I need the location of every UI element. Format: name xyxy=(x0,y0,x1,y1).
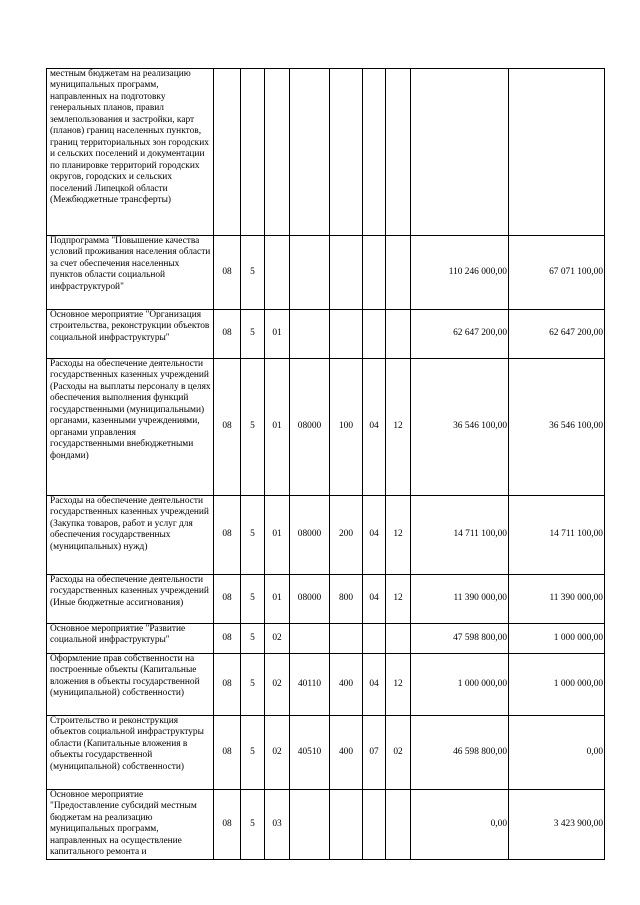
cell-gp: 08 xyxy=(214,790,241,860)
cell-name: Основное мероприятие "Предоставление субсидий местным бюджетам на реализацию муниципальных программ, направленных на осуществление капитального ремонта и xyxy=(47,790,214,860)
cell-name: Подпрограмма "Повышение качества условий проживания населения области за счет обеспечения населенных пунктов области социальной инфраструктурой" xyxy=(47,236,214,310)
cell-name: Основное мероприятие "Развитие социальной инфраструктуры" xyxy=(47,624,214,654)
cell-name: Основное мероприятие "Организация строительства, реконструкции объектов социальной инфраструктуры" xyxy=(47,310,214,359)
cell-subprogram: 5 xyxy=(241,496,265,575)
cell-section: 04 xyxy=(363,359,386,496)
cell-expense-type xyxy=(330,236,363,310)
table-row xyxy=(47,790,605,860)
cell-subsection: 12 xyxy=(386,654,411,716)
table-row xyxy=(47,69,605,236)
cell-amount-2: 36 546 100,00 xyxy=(509,359,605,496)
cell-amount-2: 14 711 100,00 xyxy=(509,496,605,575)
cell-direction: 08000 xyxy=(290,575,330,624)
cell-amount-2: 62 647 200,00 xyxy=(509,310,605,359)
cell-subsection: 12 xyxy=(386,575,411,624)
table-row xyxy=(47,654,605,716)
cell-gp: 08 xyxy=(214,575,241,624)
cell-event: 03 xyxy=(265,790,290,860)
cell-subprogram xyxy=(241,69,265,236)
cell-amount-1: 46 598 800,00 xyxy=(411,716,509,790)
table-row xyxy=(47,496,605,575)
cell-amount-2: 1 000 000,00 xyxy=(509,624,605,654)
cell-amount-1: 14 711 100,00 xyxy=(411,496,509,575)
cell-amount-1: 0,00 xyxy=(411,790,509,860)
cell-expense-type: 400 xyxy=(330,654,363,716)
cell-amount-1 xyxy=(411,69,509,236)
cell-gp xyxy=(214,69,241,236)
cell-amount-2: 67 071 100,00 xyxy=(509,236,605,310)
cell-subprogram: 5 xyxy=(241,624,265,654)
cell-direction xyxy=(290,310,330,359)
cell-name: Расходы на обеспечение деятельности государственных казенных учреждений (Закупка товаров, работ и услуг для обеспечения государственных (муниципальных) нужд) xyxy=(47,496,214,575)
cell-direction: 40110 xyxy=(290,654,330,716)
cell-gp: 08 xyxy=(214,496,241,575)
cell-section xyxy=(363,69,386,236)
cell-event: 01 xyxy=(265,359,290,496)
cell-subprogram: 5 xyxy=(241,790,265,860)
cell-name: Расходы на обеспечение деятельности государственных казенных учреждений (Расходы на выплаты персоналу в целях обеспечения выполнения функций государственными (муниципальными) органами, казенными учреждениями, органами управления государственными внебюджетными фондами) xyxy=(47,359,214,496)
cell-section: 04 xyxy=(363,496,386,575)
cell-section xyxy=(363,310,386,359)
table-row xyxy=(47,310,605,359)
cell-amount-2: 11 390 000,00 xyxy=(509,575,605,624)
cell-section xyxy=(363,236,386,310)
cell-event: 02 xyxy=(265,654,290,716)
cell-event: 02 xyxy=(265,716,290,790)
cell-gp: 08 xyxy=(214,236,241,310)
cell-subsection: 12 xyxy=(386,359,411,496)
cell-direction xyxy=(290,69,330,236)
cell-gp: 08 xyxy=(214,624,241,654)
table-row xyxy=(47,716,605,790)
cell-subsection: 02 xyxy=(386,716,411,790)
cell-subsection xyxy=(386,236,411,310)
cell-gp: 08 xyxy=(214,716,241,790)
cell-event: 01 xyxy=(265,310,290,359)
cell-event: 02 xyxy=(265,624,290,654)
cell-event xyxy=(265,69,290,236)
cell-event: 01 xyxy=(265,575,290,624)
cell-gp: 08 xyxy=(214,654,241,716)
cell-amount-1: 36 546 100,00 xyxy=(411,359,509,496)
cell-amount-1: 110 246 000,00 xyxy=(411,236,509,310)
cell-name: Строительство и реконструкция объектов социальной инфраструктуры области (Капитальные вложения в объекты государственной (муниципальной) собственности) xyxy=(47,716,214,790)
cell-amount-1: 47 598 800,00 xyxy=(411,624,509,654)
cell-subprogram: 5 xyxy=(241,236,265,310)
cell-subsection: 12 xyxy=(386,496,411,575)
cell-direction: 40510 xyxy=(290,716,330,790)
cell-section xyxy=(363,790,386,860)
cell-expense-type xyxy=(330,624,363,654)
cell-subprogram: 5 xyxy=(241,716,265,790)
cell-subsection xyxy=(386,69,411,236)
cell-section: 04 xyxy=(363,575,386,624)
table-row xyxy=(47,359,605,496)
cell-amount-2: 3 423 900,00 xyxy=(509,790,605,860)
cell-gp: 08 xyxy=(214,310,241,359)
cell-name: Расходы на обеспечение деятельности государственных казенных учреждений (Иные бюджетные ассигнования) xyxy=(47,575,214,624)
cell-gp: 08 xyxy=(214,359,241,496)
cell-amount-2: 1 000 000,00 xyxy=(509,654,605,716)
cell-direction: 08000 xyxy=(290,359,330,496)
budget-table xyxy=(46,68,605,860)
cell-amount-1: 1 000 000,00 xyxy=(411,654,509,716)
cell-expense-type: 100 xyxy=(330,359,363,496)
cell-expense-type xyxy=(330,310,363,359)
cell-section: 04 xyxy=(363,654,386,716)
cell-name: Оформление прав собственности на построенные объекты (Капитальные вложения в объекты государственной (муниципальной) собственности) xyxy=(47,654,214,716)
cell-event: 01 xyxy=(265,496,290,575)
cell-expense-type: 800 xyxy=(330,575,363,624)
cell-expense-type xyxy=(330,790,363,860)
cell-amount-2: 0,00 xyxy=(509,716,605,790)
cell-direction xyxy=(290,790,330,860)
cell-name: местным бюджетам на реализацию муниципальных программ, направленных на подготовку генеральных планов, правил землепользования и застройки, карт (планов) границ населенных пунктов, границ территориальных зон городских и сельских поселений и документации по планировке территорий городских округов, городских и сельских поселений Липецкой области (Межбюджетные трансферты) xyxy=(47,69,214,236)
table-row xyxy=(47,624,605,654)
cell-direction: 08000 xyxy=(290,496,330,575)
cell-amount-1: 62 647 200,00 xyxy=(411,310,509,359)
cell-section: 07 xyxy=(363,716,386,790)
cell-subsection xyxy=(386,624,411,654)
table-body xyxy=(47,69,605,860)
cell-amount-2 xyxy=(509,69,605,236)
cell-subsection xyxy=(386,310,411,359)
cell-subprogram: 5 xyxy=(241,575,265,624)
cell-expense-type xyxy=(330,69,363,236)
cell-direction xyxy=(290,624,330,654)
table-row xyxy=(47,575,605,624)
cell-expense-type: 200 xyxy=(330,496,363,575)
cell-subprogram: 5 xyxy=(241,654,265,716)
cell-direction xyxy=(290,236,330,310)
cell-subprogram: 5 xyxy=(241,310,265,359)
cell-amount-1: 11 390 000,00 xyxy=(411,575,509,624)
cell-section xyxy=(363,624,386,654)
cell-event xyxy=(265,236,290,310)
cell-subsection xyxy=(386,790,411,860)
cell-subprogram: 5 xyxy=(241,359,265,496)
cell-expense-type: 400 xyxy=(330,716,363,790)
table-row xyxy=(47,236,605,310)
